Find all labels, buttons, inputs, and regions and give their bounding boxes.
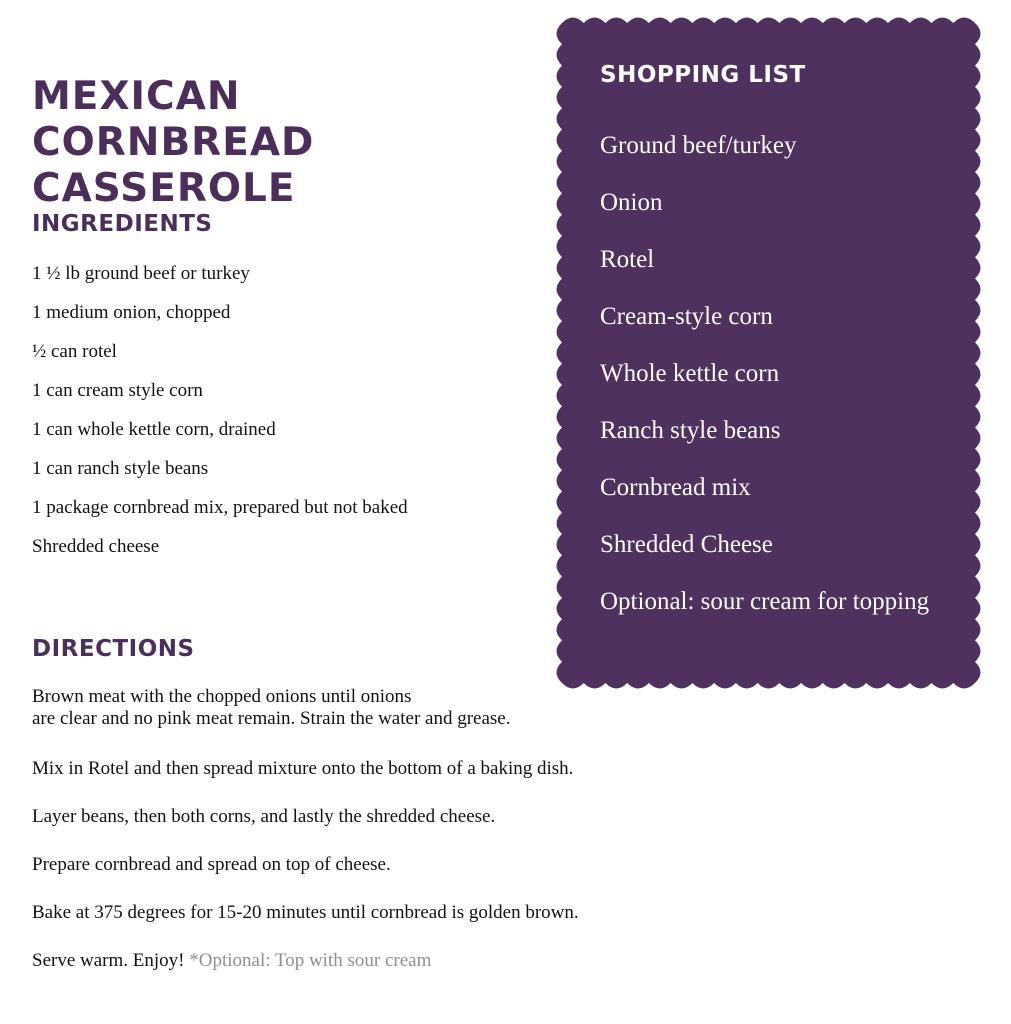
direction-step-1 — [32, 686, 732, 730]
ingredient-item: 1 can cream style corn — [32, 380, 203, 401]
direction-step-6 — [32, 948, 732, 974]
shopping-list — [600, 129, 940, 643]
serve-text: Serve warm. Enjoy! — [32, 950, 185, 971]
ingredient-item: ½ can rotel — [32, 341, 117, 362]
ingredient-list — [32, 260, 408, 572]
direction-step-5: Bake at 375 degrees for 15-20 minutes until cornbread is golden brown. — [32, 902, 579, 923]
shopping-list-card — [556, 17, 981, 689]
shopping-item: Ground beef/turkey — [600, 132, 797, 159]
optional-note: *Optional: Top with sour cream — [189, 950, 432, 971]
shopping-item: Onion — [600, 189, 663, 216]
ingredient-item: 1 ½ lb ground beef or turkey — [32, 263, 250, 284]
shopping-item: Optional: sour cream for topping — [600, 588, 930, 615]
shopping-list-heading: SHOPPING LIST — [600, 62, 806, 88]
ingredient-item: 1 medium onion, chopped — [32, 302, 231, 323]
directions-heading: DIRECTIONS — [32, 636, 195, 662]
direction-step-4: Prepare cornbread and spread on top of cheese. — [32, 854, 391, 875]
shopping-item: Ranch style beans — [600, 417, 781, 444]
shopping-item: Cream-style corn — [600, 303, 773, 330]
direction-step-1-line-1: Brown meat with the chopped onions until onions — [32, 686, 412, 707]
shopping-item: Shredded Cheese — [600, 531, 773, 558]
shopping-item: Cornbread mix — [600, 474, 751, 501]
ingredient-item: 1 package cornbread mix, prepared but not baked — [32, 497, 408, 518]
directions-list — [32, 686, 732, 974]
recipe-title: MEXICAN CORNBREAD CASSEROLE — [32, 74, 315, 211]
direction-step-1-line-2: are clear and no pink meat remain. Strain the water and grease. — [32, 708, 511, 729]
ingredient-item: 1 can ranch style beans — [32, 458, 209, 479]
shopping-item: Whole kettle corn — [600, 360, 780, 387]
shopping-item: Rotel — [600, 246, 655, 273]
direction-step-2: Mix in Rotel and then spread mixture onto the bottom of a baking dish. — [32, 758, 574, 779]
ingredient-item: 1 can whole kettle corn, drained — [32, 419, 276, 440]
ingredients-heading: INGREDIENTS — [32, 211, 213, 237]
ingredient-item: Shredded cheese — [32, 536, 160, 557]
direction-step-3: Layer beans, then both corns, and lastly the shredded cheese. — [32, 806, 496, 827]
